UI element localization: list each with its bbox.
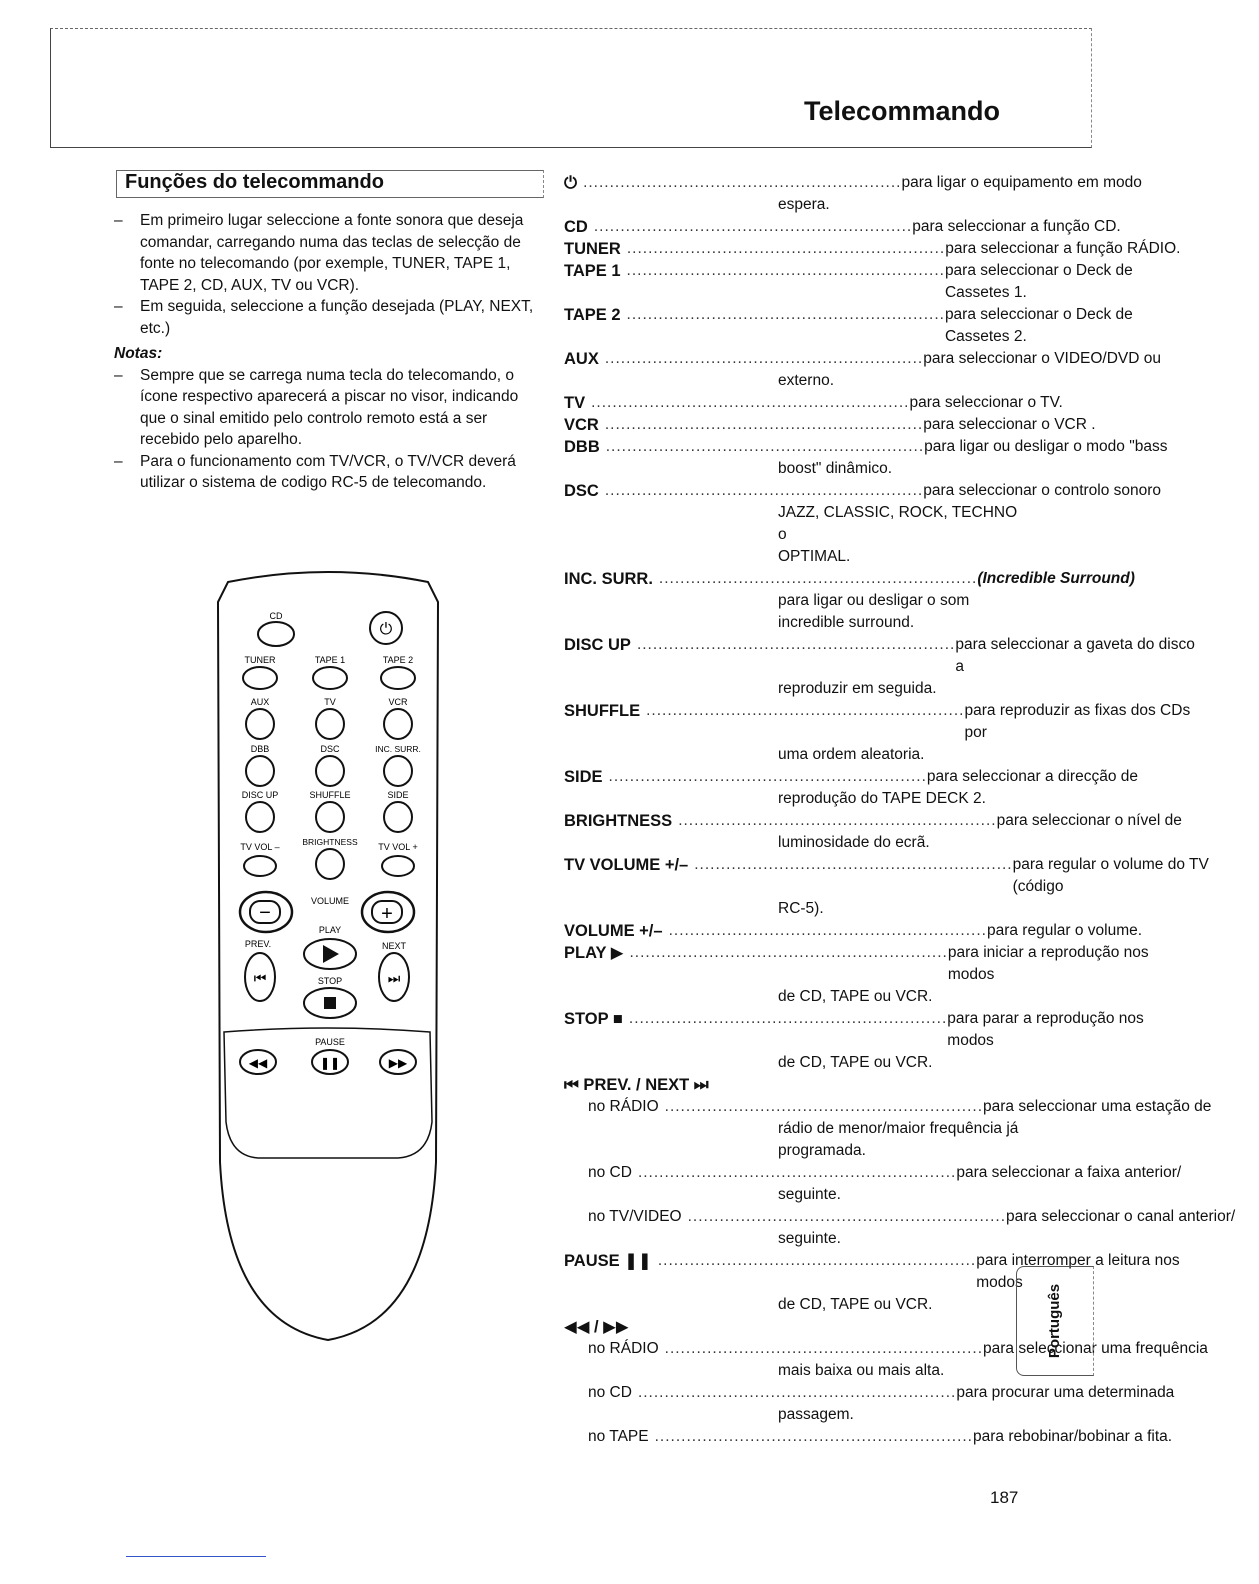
page-number: 187 — [990, 1488, 1019, 1507]
function-description: RC-5). — [778, 900, 824, 917]
function-key: no TV/VIDEO — [588, 1208, 682, 1225]
function-description: para ligar ou desligar o modo "bass — [924, 438, 1168, 455]
function-key: no CD — [588, 1384, 632, 1401]
function-description: passagem. — [778, 1406, 854, 1423]
prev-next-heading: ⏮ PREV. / NEXT ⏭ — [564, 1076, 709, 1094]
prev-label: PREV. — [244, 939, 272, 949]
function-entry — [564, 920, 1143, 942]
stop-icon — [324, 997, 336, 1009]
function-description: para parar a reprodução nos modos — [947, 1010, 1144, 1049]
function-description: de CD, TAPE ou VCR. — [778, 1054, 933, 1071]
leader-dots: ............................................................ — [608, 768, 927, 785]
function-description: luminosidade do ecrã. — [778, 834, 930, 851]
function-description: programada. — [778, 1142, 866, 1159]
function-description: para ligar ou desligar o som — [778, 592, 970, 609]
function-description: para seleccionar o Deck de Cassetes 1. — [944, 262, 1133, 301]
side-label: SIDE — [387, 790, 409, 800]
leader-dots: ............................................................ — [636, 636, 956, 653]
function-entry — [564, 700, 1191, 766]
dbb-label: DBB — [250, 744, 270, 754]
function-description: para seleccionar o VCR . — [923, 416, 1096, 433]
function-entry — [564, 216, 1121, 238]
function-entry — [564, 436, 1168, 480]
function-key: SIDE — [564, 768, 603, 786]
function-key: BRIGHTNESS — [564, 812, 673, 830]
tv-vol-minus-key — [244, 856, 276, 876]
minus-icon: − — [259, 902, 271, 924]
function-sub-entry — [564, 1096, 1212, 1162]
function-entry — [564, 854, 1209, 920]
function-description: para seleccionar o VIDEO/DVD ou — [923, 350, 1162, 367]
forward-icon: ▶▶ — [388, 1056, 408, 1070]
language-tab — [1016, 1266, 1094, 1376]
plus-icon: + — [381, 903, 393, 925]
section-title: Funções do telecommando — [125, 171, 384, 193]
prev-icon: ⏮ — [253, 970, 267, 986]
function-entry — [564, 1008, 1144, 1074]
function-key: no CD — [588, 1164, 632, 1181]
leader-dots: ............................................................ — [629, 944, 948, 961]
leader-dots: ............................................................ — [694, 856, 1013, 873]
note-item: – Sempre que se carrega numa tecla do telecomando, o ícone respectivo aparecerá a piscar no visor, indicando que o sinal emitido pelo controlo remoto está a ser recebido pelo aparelho. — [114, 366, 519, 448]
vcr-label: VCR — [388, 697, 408, 707]
function-description: mais baixa ou mais alta. — [778, 1362, 945, 1379]
leader-dots: ............................................................ — [646, 702, 965, 719]
instructions — [114, 210, 546, 494]
leader-dots: ............................................................ — [658, 570, 978, 587]
function-key: DISC UP — [564, 636, 631, 654]
leader-dots: ............................................................ — [657, 1252, 977, 1269]
tv-vol-minus-label: TV VOL – — [240, 842, 280, 852]
function-description: para seleccionar a direcção de — [926, 768, 1139, 785]
next-label: NEXT — [381, 941, 407, 951]
function-entry — [564, 942, 1149, 1008]
leader-dots: ............................................................ — [654, 1428, 973, 1445]
cd-key — [258, 622, 294, 646]
function-key: TAPE 2 — [564, 306, 621, 324]
tape1-key — [313, 667, 347, 689]
function-description: rádio de menor/maior frequência já — [778, 1120, 1019, 1137]
function-entry — [564, 480, 1162, 568]
intro-item: – Em primeiro lugar seleccione a fonte sonora que deseja comandar, carregando numa das teclas de selecção de fonte no telecomando (por exemple, TUNER, TAPE 1, TAPE 2, CD, AUX, TV ou VCR). — [114, 212, 524, 294]
function-key: ⏻ — [564, 174, 578, 192]
function-key: TAPE 1 — [564, 262, 621, 280]
cd-label: CD — [269, 611, 283, 621]
disc-up-label: DISC UP — [241, 790, 279, 800]
function-key: VCR — [564, 416, 599, 434]
function-description: para interromper a leitura nos modos — [976, 1252, 1180, 1291]
leader-dots: ............................................................ — [604, 416, 924, 433]
function-description: para seleccionar o TV. — [909, 394, 1063, 411]
tape1-label: TAPE 1 — [314, 655, 346, 665]
brightness-label: BRIGHTNESS — [302, 837, 358, 847]
function-entry — [564, 348, 1162, 392]
stop-label: STOP — [317, 976, 343, 986]
function-key: INC. SURR. — [564, 570, 653, 588]
dsc-label: DSC — [320, 744, 340, 754]
leader-dots: ............................................................ — [604, 482, 924, 499]
function-sub-entry — [564, 1426, 1173, 1448]
function-description: (Incredible Surround) — [977, 570, 1135, 587]
volume-label: VOLUME — [310, 896, 350, 906]
function-description: para seleccionar a gaveta do disco a — [955, 636, 1195, 675]
function-description: espera. — [778, 196, 830, 213]
tuner-key — [243, 667, 277, 689]
footer-rule — [126, 1556, 266, 1557]
function-sub-entry — [564, 1338, 1208, 1382]
shuffle-key — [316, 802, 344, 832]
function-entry — [564, 414, 1096, 436]
disc-up-key — [246, 802, 274, 832]
leader-dots: ............................................................ — [637, 1164, 957, 1181]
inc-surr-key — [384, 756, 412, 786]
pause-icon: ❚❚ — [319, 1056, 341, 1070]
dsc-key — [316, 756, 344, 786]
tv-vol-plus-label: TV VOL + — [378, 842, 418, 852]
page-title: Telecommando — [803, 96, 1000, 126]
function-description: para seleccionar a função RÁDIO. — [945, 240, 1181, 257]
function-description: para ligar o equipamento em modo — [901, 174, 1142, 191]
function-key: AUX — [564, 350, 599, 368]
leader-dots: ............................................................ — [664, 1098, 984, 1115]
leader-dots: ............................................................ — [626, 240, 946, 257]
leader-dots: ............................................................ — [626, 306, 945, 323]
function-description: JAZZ, CLASSIC, ROCK, TECHNO o — [778, 504, 1018, 543]
power-icon: ⏻ — [379, 621, 393, 638]
note-item: – Para o funcionamento com TV/VCR, o TV/VCR deverá utilizar o sistema de codigo RC-5 de telecomando. — [114, 452, 516, 491]
function-description: boost" dinâmico. — [778, 460, 893, 477]
pause-label: PAUSE — [315, 1037, 345, 1047]
header-frame — [50, 28, 1092, 148]
side-key — [384, 802, 412, 832]
function-key: no RÁDIO — [588, 1340, 659, 1357]
function-description: para regular o volume do TV (código — [1012, 856, 1209, 895]
function-key: DBB — [564, 438, 600, 456]
function-entry — [564, 1250, 1180, 1316]
function-description: para seleccionar a faixa anterior/ — [956, 1164, 1182, 1181]
function-description: para seleccionar o canal anterior/ — [1006, 1208, 1236, 1225]
function-description: externo. — [778, 372, 835, 389]
function-description: para rebobinar/bobinar a fita. — [973, 1428, 1173, 1445]
function-entry — [564, 172, 1142, 216]
dbb-key — [246, 756, 274, 786]
function-description: para procurar uma determinada — [956, 1384, 1175, 1401]
function-entry — [564, 260, 1133, 304]
function-description: para seleccionar uma estação de — [983, 1098, 1212, 1115]
intro-item: – Em seguida, seleccione a função desejada (PLAY, NEXT, etc.) — [114, 298, 534, 337]
function-entry — [564, 766, 1139, 810]
function-key: DSC — [564, 482, 599, 500]
tv-key — [316, 709, 344, 739]
function-description: para seleccionar o nível de — [996, 812, 1182, 829]
notes-heading: Notas: — [114, 345, 163, 362]
brightness-key — [316, 849, 344, 879]
leader-dots: ............................................................ — [626, 262, 945, 279]
leader-dots: ............................................................ — [664, 1340, 984, 1357]
play-label: PLAY — [318, 925, 342, 935]
function-sub-entry — [564, 1206, 1236, 1250]
function-entry — [564, 392, 1063, 414]
function-description: para reproduzir as fixas dos CDs por — [964, 702, 1191, 741]
leader-dots: ............................................................ — [583, 174, 902, 191]
leader-dots: ............................................................ — [628, 1010, 948, 1027]
function-key: STOP ■ — [564, 1010, 623, 1028]
function-entry — [564, 238, 1181, 260]
language-tab-label: Português — [1046, 1283, 1063, 1359]
function-description: para regular o volume. — [986, 922, 1143, 939]
tuner-label: TUNER — [244, 655, 276, 665]
aux-label: AUX — [250, 697, 270, 707]
search-heading: ◀◀ / ▶▶ — [564, 1318, 629, 1336]
function-key: VOLUME +/– — [564, 922, 663, 940]
shuffle-label: SHUFFLE — [309, 790, 351, 800]
tape2-key — [381, 667, 415, 689]
function-description: OPTIMAL. — [778, 548, 851, 565]
function-description: para seleccionar a função CD. — [912, 218, 1121, 235]
play-icon — [323, 945, 339, 963]
section-title-box — [116, 170, 544, 198]
tv-vol-plus-key — [382, 856, 414, 876]
function-entry — [564, 568, 1135, 634]
function-description: de CD, TAPE ou VCR. — [778, 988, 933, 1005]
function-description: de CD, TAPE ou VCR. — [778, 1296, 933, 1313]
tv-label: TV — [324, 697, 336, 707]
function-key: PAUSE ❚❚ — [564, 1252, 652, 1270]
function-key: TV VOLUME +/– — [564, 856, 689, 874]
rewind-icon: ◀◀ — [248, 1056, 268, 1070]
function-description: para seleccionar o controlo sonoro — [923, 482, 1162, 499]
function-key: PLAY ▶ — [564, 944, 624, 962]
function-key: TUNER — [564, 240, 621, 258]
function-sub-entry — [564, 1382, 1175, 1426]
leader-dots: ............................................................ — [637, 1384, 957, 1401]
vcr-key — [384, 709, 412, 739]
remote-control-illustration — [208, 562, 448, 1342]
leader-dots: ............................................................ — [687, 1208, 1007, 1225]
next-icon: ⏭ — [387, 970, 401, 986]
function-description: uma ordem aleatoria. — [778, 746, 925, 763]
function-sub-entry — [564, 1162, 1182, 1206]
function-entry — [564, 810, 1182, 854]
aux-key — [246, 709, 274, 739]
leader-dots: ............................................................ — [591, 394, 910, 411]
leader-dots: ............................................................ — [678, 812, 997, 829]
function-key: no TAPE — [588, 1428, 649, 1445]
function-key: TV — [564, 394, 586, 412]
function-key: CD — [564, 218, 588, 236]
leader-dots: ............................................................ — [593, 218, 913, 235]
function-description: para seleccionar uma frequência — [983, 1340, 1208, 1357]
tape2-label: TAPE 2 — [382, 655, 414, 665]
inc-surr-label: INC. SURR. — [375, 744, 421, 754]
function-description: para seleccionar o Deck de Cassetes 2. — [944, 306, 1133, 345]
function-entry — [564, 634, 1195, 700]
function-description: para iniciar a reprodução nos modos — [947, 944, 1149, 983]
function-description: reprodução do TAPE DECK 2. — [778, 790, 986, 807]
function-description: seguinte. — [778, 1186, 841, 1203]
function-entry — [564, 304, 1133, 348]
function-description: seguinte. — [778, 1230, 841, 1247]
leader-dots: ............................................................ — [668, 922, 987, 939]
leader-dots: ............................................................ — [604, 350, 924, 367]
function-key: SHUFFLE — [564, 702, 641, 720]
function-description: reproduzir em seguida. — [778, 680, 937, 697]
function-description: incredible surround. — [778, 614, 915, 631]
leader-dots: ............................................................ — [605, 438, 925, 455]
function-key: no RÁDIO — [588, 1098, 659, 1115]
